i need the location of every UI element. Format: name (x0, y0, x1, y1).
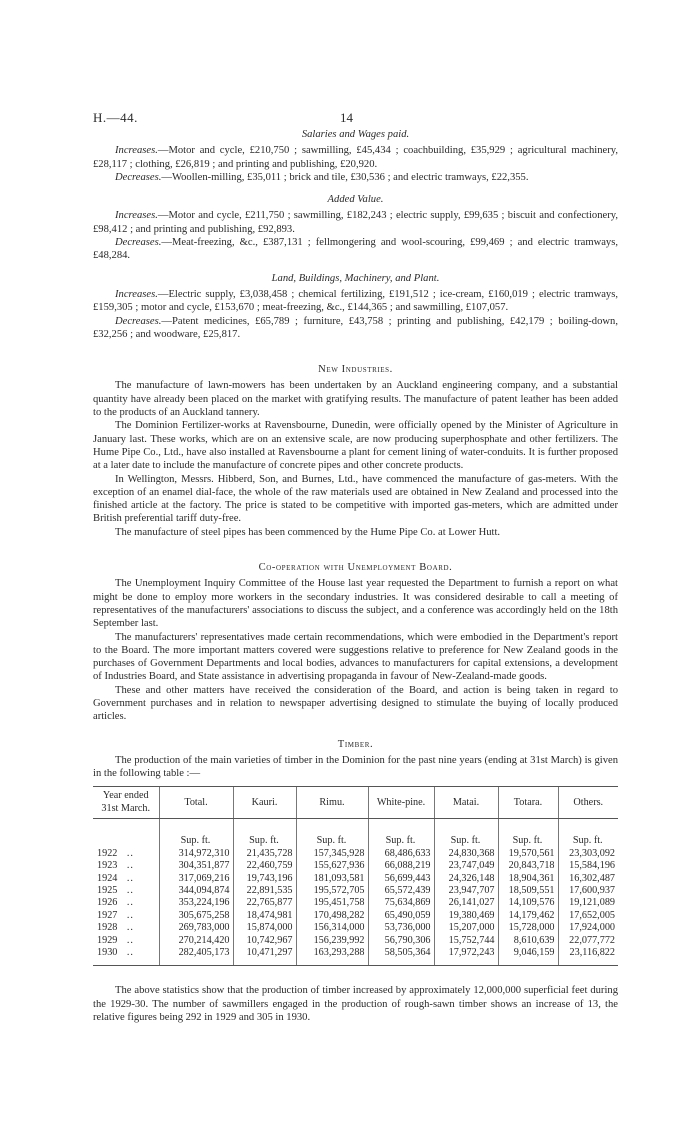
row-leader: .. (126, 946, 134, 958)
table-cell: 10,742,967 (233, 935, 296, 947)
row-leader: .. (126, 909, 134, 921)
section-title-added-value: Added Value. (327, 194, 384, 206)
column-header: Rimu. (296, 787, 368, 819)
table-cell: 269,783,000 (159, 922, 233, 934)
year-value: 1929 (97, 934, 118, 946)
year-cell (93, 848, 159, 860)
text-increases: —Motor and cycle, £210,750 ; sawmilling, £45,434 ; coachbuilding, £35,929 ; agricultural machinery, £28,117 ; clothing, £26,819 ; and printing and publishing, £20,920. (93, 145, 618, 170)
section-title-cooperation: Co-operation with Unemployment Board. (258, 562, 453, 574)
table-cell: 18,474,981 (233, 910, 296, 922)
year-value: 1925 (97, 884, 118, 896)
year-cell (93, 910, 159, 922)
table-cell: 181,093,581 (296, 873, 368, 885)
table-cell: 170,498,282 (296, 910, 368, 922)
paragraph: These and other matters have received the consideration of the Board, and action is being taken in regard to Government purchases and in relation to newspaper advertising designed to stimulate the buying of locally produced articles. (93, 684, 618, 723)
text-decreases: —Woollen-milling, £35,011 ; brick and tile, £30,536 ; and electric tramways, £22,355. (161, 171, 529, 183)
table-cell: 66,088,219 (368, 860, 434, 872)
unit-label: Sup. ft. (558, 819, 618, 848)
report-reference: H.—44. (93, 110, 138, 125)
table-cell: 23,947,707 (434, 885, 498, 897)
timber-production-table (93, 786, 618, 966)
table-row (93, 873, 618, 885)
year-cell (93, 885, 159, 897)
row-leader: .. (126, 884, 134, 896)
year-cell (93, 922, 159, 934)
row-leader: .. (126, 922, 134, 934)
year-cell (93, 935, 159, 947)
table-cell: 344,094,874 (159, 885, 233, 897)
table-row (93, 910, 618, 922)
paragraph-land-increases (93, 288, 618, 315)
table-cell: 75,634,869 (368, 897, 434, 909)
table-cell: 17,652,005 (558, 910, 618, 922)
section-cooperation (93, 561, 618, 724)
paragraph-timber-intro: The production of the main varieties of timber in the Dominion for the past nine years (ending at 31st March) is given in the following table :— (93, 754, 618, 780)
column-header: Kauri. (233, 787, 296, 819)
table-cell: 23,747,049 (434, 860, 498, 872)
unit-label: Sup. ft. (296, 819, 368, 848)
paragraph: The manufacturers' representatives made certain recommendations, which were embodied in the Department's report to the Board. The more important matters covered were suggestions relative to preference for New Zealand goods in the purchases of Government Departments and local bodies, advances to manufacturers for capital extensions, a development of Industries Board, and State assistance in advertising propaganda in favour of New-Zealand-made goods. (93, 631, 618, 683)
table-cell: 68,486,633 (368, 848, 434, 860)
unit-label: Sup. ft. (159, 819, 233, 848)
table-cell: 9,046,159 (498, 947, 558, 966)
paragraph-added-value-increases (93, 209, 618, 236)
table-row (93, 848, 618, 860)
text-increases: —Motor and cycle, £211,750 ; sawmilling, £182,243 ; electric supply, £99,635 ; biscuit and confectionery, £98,412 ; and printing and publishing, £92,893. (93, 210, 618, 235)
paragraph-added-value-decreases (93, 236, 618, 263)
unit-label: Sup. ft. (434, 819, 498, 848)
year-cell (93, 897, 159, 909)
section-added-value (93, 193, 618, 262)
table-cell: 14,179,462 (498, 910, 558, 922)
table-cell: 270,214,420 (159, 935, 233, 947)
table-cell: 53,736,000 (368, 922, 434, 934)
text-decreases: —Patent medicines, £65,789 ; furniture, £43,758 ; printing and publishing, £42,179 ; boiling-down, £32,256 ; and woodware, £25,817. (93, 315, 618, 340)
table-cell: 18,904,361 (498, 873, 558, 885)
paragraph-timber-closing: The above statistics show that the production of timber increased by approximately 12,000,000 superficial feet during the 1929-30. The number of sawmillers engaged in the production of rough-sawn timber shows an increase of 13, the relative figures being 292 in 1929 and 305 in 1930. (93, 985, 618, 1023)
table-row (93, 935, 618, 947)
table-cell: 20,843,718 (498, 860, 558, 872)
unit-label: Sup. ft. (498, 819, 558, 848)
section-new-industries (93, 363, 618, 539)
paragraph: The Dominion Fertilizer-works at Ravensbourne, Dunedin, were officially opened by the Minister of Agriculture in January last. These works, which are on an extensive scale, are now producing superphosphate and other fertilizers. The Hume Pipe Co., Ltd., have also installed at Ravensbourne a plant for cement lining of water-conduits. It is further proposed at a later date to include the manufacture of concrete pipes and other concrete products. (93, 420, 618, 472)
year-value: 1930 (97, 946, 118, 958)
page-content (93, 128, 618, 1024)
column-header: White-pine. (368, 787, 434, 819)
table-cell: 22,765,877 (233, 897, 296, 909)
table-cell: 58,505,364 (368, 947, 434, 966)
table-row (93, 922, 618, 934)
table-cell: 65,572,439 (368, 885, 434, 897)
section-title-new-industries: New Industries. (318, 364, 393, 376)
unit-label: Sup. ft. (233, 819, 296, 848)
table-cell: 56,790,306 (368, 935, 434, 947)
table-cell: 18,509,551 (498, 885, 558, 897)
year-cell (93, 860, 159, 872)
table-cell: 156,239,992 (296, 935, 368, 947)
label-decreases: Decreases. (115, 237, 162, 249)
table-cell: 195,572,705 (296, 885, 368, 897)
paragraph-land-decreases (93, 315, 618, 342)
section-title-land-buildings: Land, Buildings, Machinery, and Plant. (271, 272, 440, 284)
year-value: 1922 (97, 847, 118, 859)
section-title-timber: Timber. (337, 738, 374, 750)
paragraph: In Wellington, Messrs. Hibberd, Son, and Burnes, Ltd., have commenced the manufacture of gas-meters. With the exception of an enamel dial-face, the whole of the raw materials used are obtained in New Zealand and processed into the finished article at the factory. The price is stated to be competitive with imported gas-meters, which are admitted under British preferential tariff duty-free. (93, 473, 618, 525)
table-cell: 317,069,216 (159, 873, 233, 885)
page-number: 14 (340, 110, 353, 125)
table-cell: 17,972,243 (434, 947, 498, 966)
table-cell: 15,584,196 (558, 860, 618, 872)
table-cell: 305,675,258 (159, 910, 233, 922)
table-cell: 155,627,936 (296, 860, 368, 872)
row-leader: .. (126, 897, 134, 909)
paragraph: The manufacture of steel pipes has been commenced by the Hume Pipe Co. at Lower Hutt. (115, 526, 501, 538)
table-cell: 23,116,822 (558, 947, 618, 966)
table-cell: 24,830,368 (434, 848, 498, 860)
paragraph: The Unemployment Inquiry Committee of the House last year requested the Department to furnish a report on what might be done to employ more workers in the secondary industries. It was considered desirable to call a meeting of representatives of the manufacturers' associations to discuss the subject, and a conference was accordingly held on the 18th September last. (93, 578, 618, 630)
text-increases: —Electric supply, £3,038,458 ; chemical fertilizing, £191,512 ; ice-cream, £160,019 ; electric tramways, £159,305 ; motor and cycle, £153,670 ; meat-freezing, &c., £144,365 ; and sawmilling, £107,057. (93, 288, 618, 314)
column-header: Matai. (434, 787, 498, 819)
table-cell: 156,314,000 (296, 922, 368, 934)
year-value: 1923 (97, 860, 118, 872)
row-leader: .. (126, 934, 134, 946)
label-increases: Increases. (115, 288, 158, 300)
row-leader: .. (126, 860, 134, 872)
table-row (93, 860, 618, 872)
text-decreases: —Meat-freezing, &c., £387,131 ; fellmongering and wool-scouring, £99,469 ; and electric tramways, £48,284. (93, 237, 618, 262)
table-cell: 19,380,469 (434, 910, 498, 922)
table-cell: 14,109,576 (498, 897, 558, 909)
table-cell: 17,924,000 (558, 922, 618, 934)
table-cell: 157,345,928 (296, 848, 368, 860)
section-salaries (93, 128, 618, 184)
year-cell (93, 873, 159, 885)
year-value: 1927 (97, 909, 118, 921)
table-cell: 26,141,027 (434, 897, 498, 909)
table-cell: 24,326,148 (434, 873, 498, 885)
table-cell: 23,303,092 (558, 848, 618, 860)
column-header: Others. (558, 787, 618, 819)
table-header-row (93, 787, 618, 819)
year-value: 1924 (97, 872, 118, 884)
row-leader: .. (126, 847, 134, 859)
label-decreases: Decreases. (115, 171, 162, 183)
table-row (93, 885, 618, 897)
table-cell: 56,699,443 (368, 873, 434, 885)
table-cell: 15,728,000 (498, 922, 558, 934)
year-value: 1926 (97, 897, 118, 909)
table-cell: 10,471,297 (233, 947, 296, 966)
table-cell: 22,891,535 (233, 885, 296, 897)
label-increases: Increases. (115, 210, 158, 222)
table-cell: 15,874,000 (233, 922, 296, 934)
table-cell: 282,405,173 (159, 947, 233, 966)
table-cell: 314,972,310 (159, 848, 233, 860)
table-cell: 15,207,000 (434, 922, 498, 934)
paragraph-salaries-increases (93, 144, 618, 171)
table-cell: 163,293,288 (296, 947, 368, 966)
column-header: Total. (159, 787, 233, 819)
table-cell: 8,610,639 (498, 935, 558, 947)
column-header: Totara. (498, 787, 558, 819)
table-cell: 21,435,728 (233, 848, 296, 860)
table-cell: 17,600,937 (558, 885, 618, 897)
section-timber (93, 738, 618, 1025)
table-cell: 304,351,877 (159, 860, 233, 872)
column-header: Year ended 31st March. (93, 787, 159, 819)
table-cell: 353,224,196 (159, 897, 233, 909)
row-leader: .. (126, 872, 134, 884)
table-cell: 15,752,744 (434, 935, 498, 947)
table-row (93, 947, 618, 966)
table-cell: 22,077,772 (558, 935, 618, 947)
section-land-buildings (93, 272, 618, 341)
table-units-row (93, 819, 618, 848)
section-title-salaries: Salaries and Wages paid. (301, 129, 410, 140)
table-cell: 22,460,759 (233, 860, 296, 872)
label-decreases: Decreases. (115, 315, 162, 327)
table-cell: 19,570,561 (498, 848, 558, 860)
table-cell: 19,121,089 (558, 897, 618, 909)
paragraph: The manufacture of lawn-mowers has been undertaken by an Auckland engineering company, and a substantial quantity have already been placed on the market with gratifying results. The manufacture of patent leather has been added to the products of an Auckland tannery. (93, 380, 618, 419)
label-increases: Increases. (115, 145, 158, 157)
table-cell: 19,743,196 (233, 873, 296, 885)
table-cell: 195,451,758 (296, 897, 368, 909)
table-cell: 16,302,487 (558, 873, 618, 885)
table-cell: 65,490,059 (368, 910, 434, 922)
year-value: 1928 (97, 922, 118, 934)
unit-label: Sup. ft. (368, 819, 434, 848)
table-row (93, 897, 618, 909)
year-cell (93, 947, 159, 966)
paragraph-salaries-decreases (93, 171, 618, 184)
